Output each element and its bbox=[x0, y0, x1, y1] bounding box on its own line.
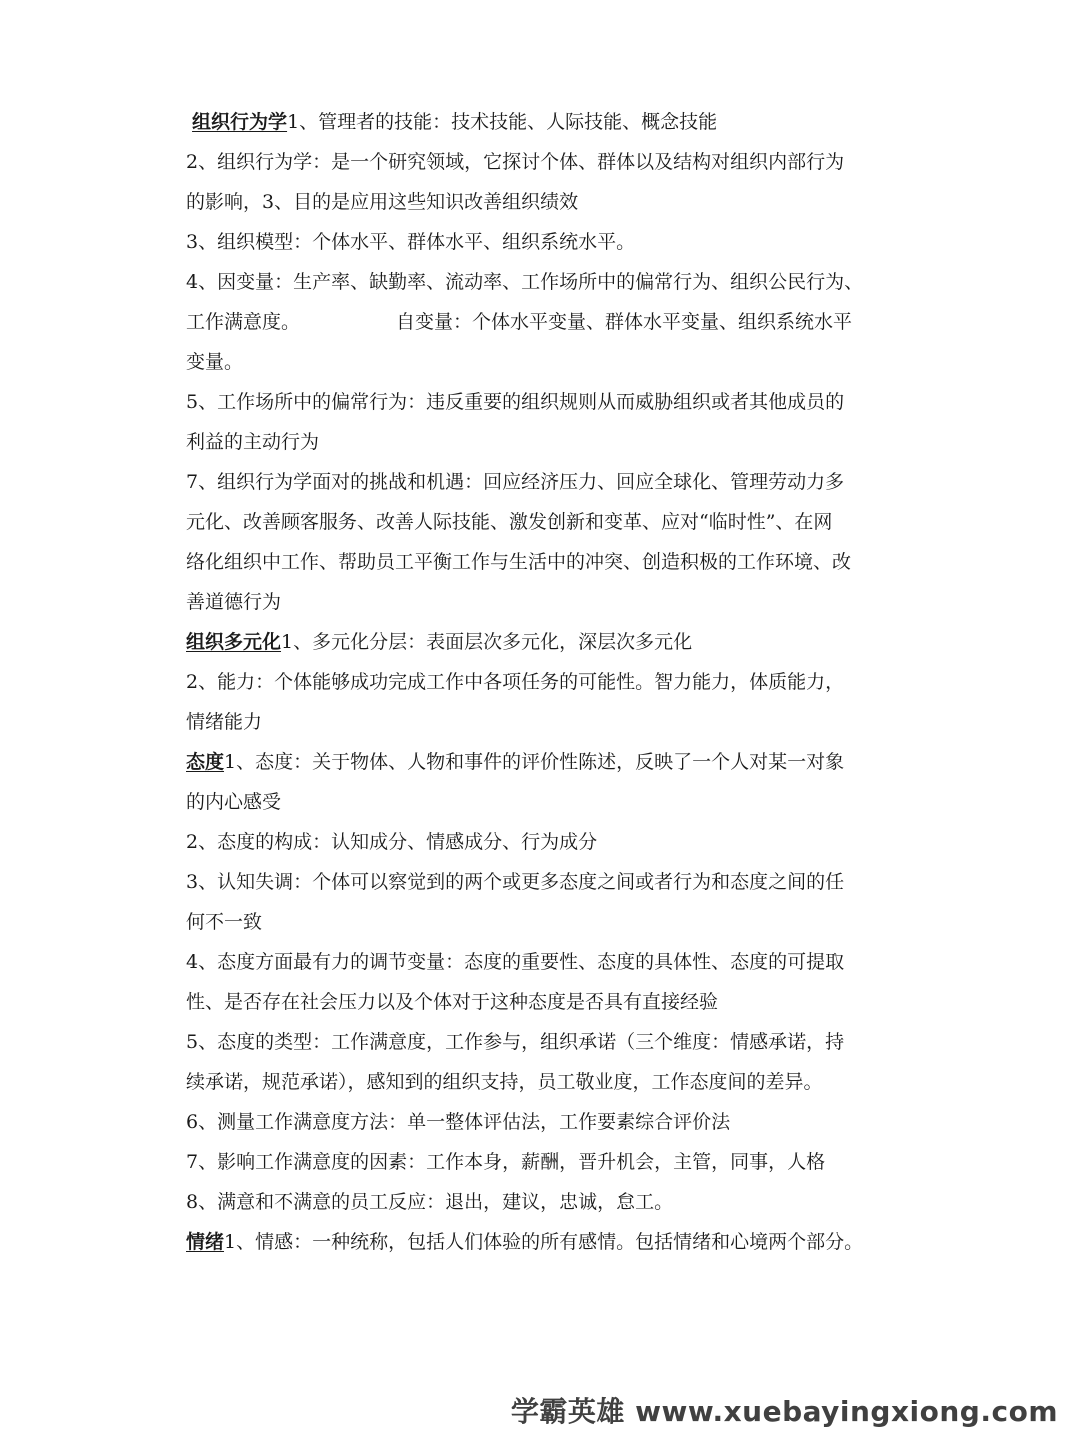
text-span: 工作满意度。 bbox=[186, 311, 301, 333]
text-line: 5、工作场所中的偏常行为：违反重要的组织规则从而威胁组织或者其他成员的 bbox=[186, 391, 845, 413]
text-span: 自变量：个体水平变量、群体水平变量、组织系统水平 bbox=[396, 311, 853, 333]
text-line: 情绪能力 bbox=[186, 711, 263, 733]
text-line: 络化组织中工作、帮助员工平衡工作与生活中的冲突、创造积极的工作环境、改 bbox=[186, 551, 852, 573]
document-body bbox=[186, 102, 898, 1262]
text-line: 5、态度的类型：工作满意度，工作参与，组织承诺（三个维度：情感承诺，持 bbox=[186, 1031, 845, 1053]
text-line bbox=[186, 742, 898, 782]
text-line: 变量。 bbox=[186, 351, 244, 373]
text-line: 7、组织行为学面对的挑战和机遇：回应经济压力、回应全球化、管理劳动力多 bbox=[186, 471, 845, 493]
text-line: 4、态度方面最有力的调节变量：态度的重要性、态度的具体性、态度的可提取 bbox=[186, 951, 845, 973]
text-line bbox=[186, 622, 898, 662]
text-line: 续承诺，规范承诺），感知到的组织支持，员工敬业度，工作态度间的差异。 bbox=[186, 1071, 823, 1093]
section-heading-diversity: 组织多元化 bbox=[186, 631, 282, 653]
text-line: 2、能力：个体能够成功完成工作中各项任务的可能性。智力能力，体质能力， bbox=[186, 671, 845, 693]
text-line: 元化、改善顾客服务、改善人际技能、激发创新和变革、应对“临时性”、在网 bbox=[186, 511, 833, 533]
watermark: 学霸英雄 www.xuebayingxiong.com bbox=[510, 1395, 1058, 1428]
text-line: 8、满意和不满意的员工反应：退出，建议，忠诚，怠工。 bbox=[186, 1191, 674, 1213]
text-span: 1、管理者的技能：技术技能、人际技能、概念技能 bbox=[287, 111, 718, 133]
text-line: 2、组织行为学：是一个研究领域，它探讨个体、群体以及结构对组织内部行为 bbox=[186, 151, 845, 173]
text-line bbox=[186, 102, 898, 142]
text-line: 3、组织模型：个体水平、群体水平、组织系统水平。 bbox=[186, 231, 636, 253]
text-span: 1、多元化分层：表面层次多元化，深层次多元化 bbox=[281, 631, 693, 653]
text-line: 3、认知失调：个体可以察觉到的两个或更多态度之间或者行为和态度之间的任 bbox=[186, 871, 845, 893]
section-heading-org-behavior: 组织行为学 bbox=[192, 111, 288, 133]
text-line: 的内心感受 bbox=[186, 791, 282, 813]
section-heading-emotion: 情绪 bbox=[186, 1231, 225, 1253]
text-line bbox=[186, 302, 898, 342]
text-line: 6、测量工作满意度方法：单一整体评估法，工作要素综合评价法 bbox=[186, 1111, 731, 1133]
text-line: 善道德行为 bbox=[186, 591, 282, 613]
text-span: 1、态度：关于物体、人物和事件的评价性陈述，反映了一个人对某一对象 bbox=[224, 751, 845, 773]
text-line: 4、因变量：生产率、缺勤率、流动率、工作场所中的偏常行为、组织公民行为、 bbox=[186, 271, 864, 293]
section-heading-attitude: 态度 bbox=[186, 751, 225, 773]
text-line: 的影响，3、目的是应用这些知识改善组织绩效 bbox=[186, 191, 579, 213]
text-line: 2、态度的构成：认知成分、情感成分、行为成分 bbox=[186, 831, 598, 853]
text-line: 7、影响工作满意度的因素：工作本身，薪酬，晋升机会，主管，同事，人格 bbox=[186, 1151, 826, 1173]
text-line: 性、是否存在社会压力以及个体对于这种态度是否具有直接经验 bbox=[186, 991, 719, 1013]
text-span: 1、情感：一种统称，包括人们体验的所有感情。包括情绪和心境两个部分。 bbox=[224, 1231, 864, 1253]
text-line: 何不一致 bbox=[186, 911, 263, 933]
text-line bbox=[186, 1222, 898, 1262]
text-line: 利益的主动行为 bbox=[186, 431, 320, 453]
